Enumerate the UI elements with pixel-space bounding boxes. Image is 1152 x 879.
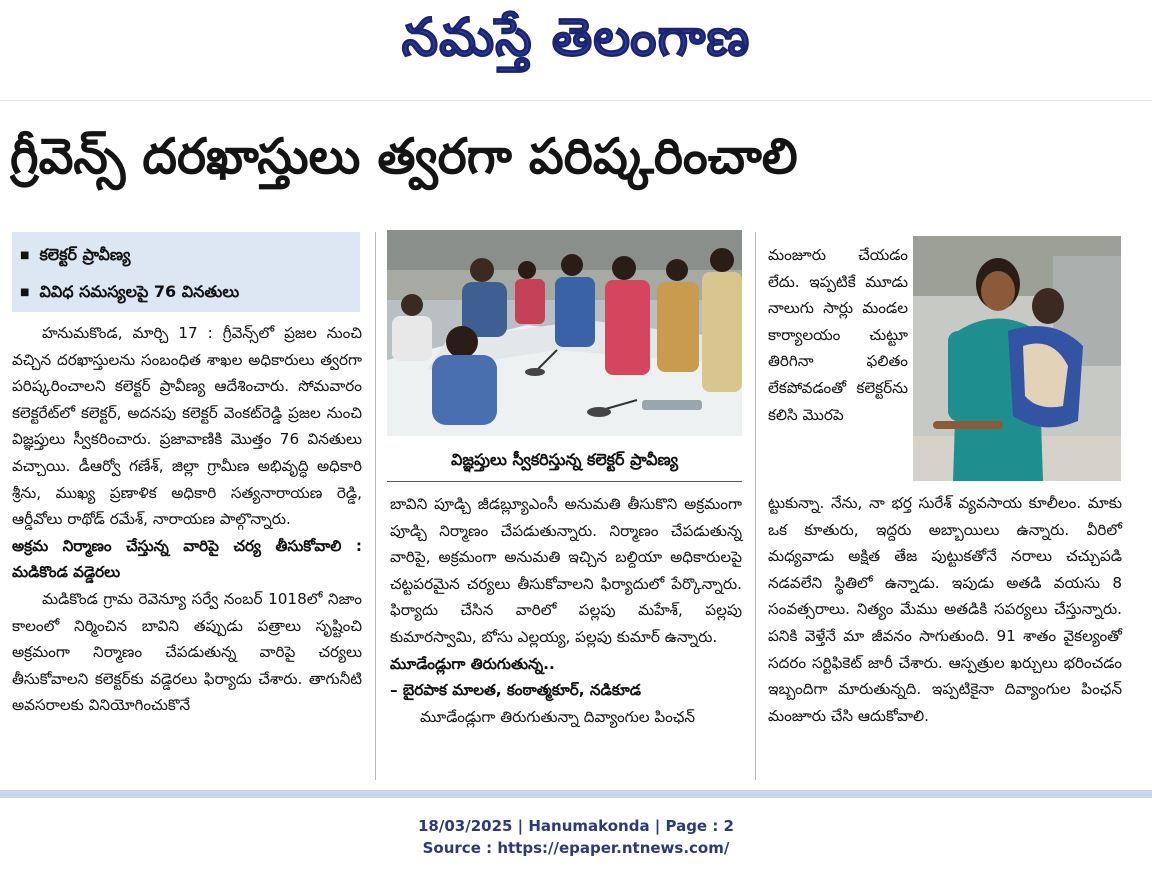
article-column-1: [12, 320, 362, 719]
article-column-3-top: మంజూరు చేయడం లేదు. ఇప్పటికే మూడు నాలుగు సార్లు మండల కార్యాలయం చుట్టూ తిరిగినా ఫలితం లేకపోవడంతో కలెక్టర్‌ను కలిసి మొరపె: [768, 246, 908, 424]
source-url: Source : https://epaper.ntnews.com/: [422, 839, 730, 857]
paragraph: మడికొండ గ్రామ రెవెన్యూ సర్వే నంబర్ 1018లో నిజాం కాలంలో నిర్మించిన బావిని తప్పుడు పత్రాలు సృష్టించి అక్రమంగా నిర్మాణం చేపడుతున్న వారిపై చర్యలు తీసుకోవాలని కలెక్టర్‌కు వడ్డెరలు ఫిర్యాదు చేశారు. తాగునీటి అవసరాలకు వినియోగించుకొనే: [12, 589, 362, 715]
mother-child-photo: [913, 236, 1121, 481]
article-column-2: [390, 491, 742, 730]
article-headline: గ్రీవెన్స్ దరఖాస్తులు త్వరగా పరిష్కరించాలి: [10, 128, 798, 185]
byline: – బైరపాక మాలత, కంఠాత్మకూర్, నడికూడ: [390, 681, 642, 700]
column-divider: [755, 232, 756, 780]
subheading: మూడేండ్లుగా తిరుగుతున్న..: [390, 654, 555, 673]
photo-caption: విజ్ఞప్తులు స్వీకరిస్తున్న కలెక్టర్ ప్రావీణ్య: [450, 450, 679, 469]
edition-info: 18/03/2025 | Hanumakonda | Page : 2: [417, 817, 734, 835]
paragraph: మూడేండ్లుగా తిరుగుతున్నా దివ్యాంగుల పింఛన్: [420, 707, 696, 726]
masthead-divider: [0, 100, 1152, 101]
bottom-divider-bar: [0, 790, 1152, 798]
column-divider: [375, 232, 376, 780]
highlights-box: [12, 232, 360, 312]
caption-divider: [387, 481, 742, 482]
paragraph: ట్టుకున్నా. నేను, నా భర్త సురేశ్ వ్యవసాయ కూలీలం. మాకు ఒక కూతురు, ఇద్దరు అబ్బాయిలు ఉన్నారు. వీరిలో మధ్యవాడు అక్షిత తేజ పుట్టుకతోనే నరాలు చచ్చుపడి నడవలేని స్థితిలో ఉన్నాడు. ఇపుడు అతడి వయసు 8 సంవత్సరాలు. నిత్యం మేము అతడికి సపర్యలు చేస్తున్నారు. పనికి వెళ్తేనే మా జీవనం సాగుతుంది. 91 శాతం వైకల్యంతో సదరం సర్టిఫికెట్ జారీ చేశారు. ఆస్పత్రుల ఖర్చులు భరించడం ఇబ్బందిగా మారుతున్నది. ఇప్పటికైనా దివ్యాంగుల పింఛన్ మంజూరు చేసి ఆదుకోవాలి.: [768, 494, 1122, 725]
newspaper-logo: నమస్తే తెలంగాణ: [401, 8, 751, 68]
highlight-item: ■ వివిధ సమస్యలపై 76 వినతులు: [20, 275, 360, 312]
masthead: [0, 0, 1152, 78]
paragraph: బావిని పూడ్చి జీడబ్ల్యూఎంసీ అనుమతి తీసుకొని అక్రమంగా పూడ్చి నిర్మాణం చేపడుతున్నారు. నిర్మాణం చేపడుతున్న వారిపై, అక్రమంగా అనుమతి ఇచ్చిన బల్దియా అధికారులపై చట్టపరమైన చర్యలు తీసుకోవాలని ఫిర్యాదులో పేర్కొన్నారు. ఫిర్యాదు చేసిన వారిలో పల్లపు మహేశ్, పల్లపు కుమారస్వామి, బోసు ఎల్లయ్య, పల్లపు కుమార్ ఉన్నారు.: [390, 495, 742, 646]
subheading: అక్రమ నిర్మాణం చేస్తున్న వారిపై చర్య తీసుకోవాలి : మడికొండ వడ్డెరలు: [12, 536, 362, 582]
highlight-item: ■ కలెక్టర్ ప్రావీణ్య: [20, 238, 360, 275]
paragraph: హనుమకొండ, మార్చి 17 : గ్రీవెన్స్‌లో ప్రజల నుంచి వచ్చిన దరఖాస్తులను సంబంధిత శాఖల అధికారులు త్వరగా పరిష్కరించాలని కలెక్టర్ ప్రావీణ్య ఆదేశించారు. సోమవారం కలెక్టరేట్‌లో కలెక్టర్, అదనపు కలెక్టర్ వెంకట్‌రెడ్డి ప్రజల నుంచి విజ్ఞప్తులు స్వీకరించారు. ప్రజావాణికి మొత్తం 76 వినతులు వచ్చాయి. డీఆర్వో గణేశ్, జిల్లా గ్రామీణ అభివృద్ధి అధికారి శ్రీను, ముఖ్య ప్రణాళిక అధికారి సత్యనారాయణ రెడ్డి, ఆర్డీవోలు రాథోడ్ రమేశ్, నారాయణ పాల్గొన్నారు.: [12, 324, 362, 529]
page-footer: [0, 815, 1152, 859]
article-column-3: [768, 490, 1122, 729]
grievance-meeting-photo: [387, 230, 742, 436]
